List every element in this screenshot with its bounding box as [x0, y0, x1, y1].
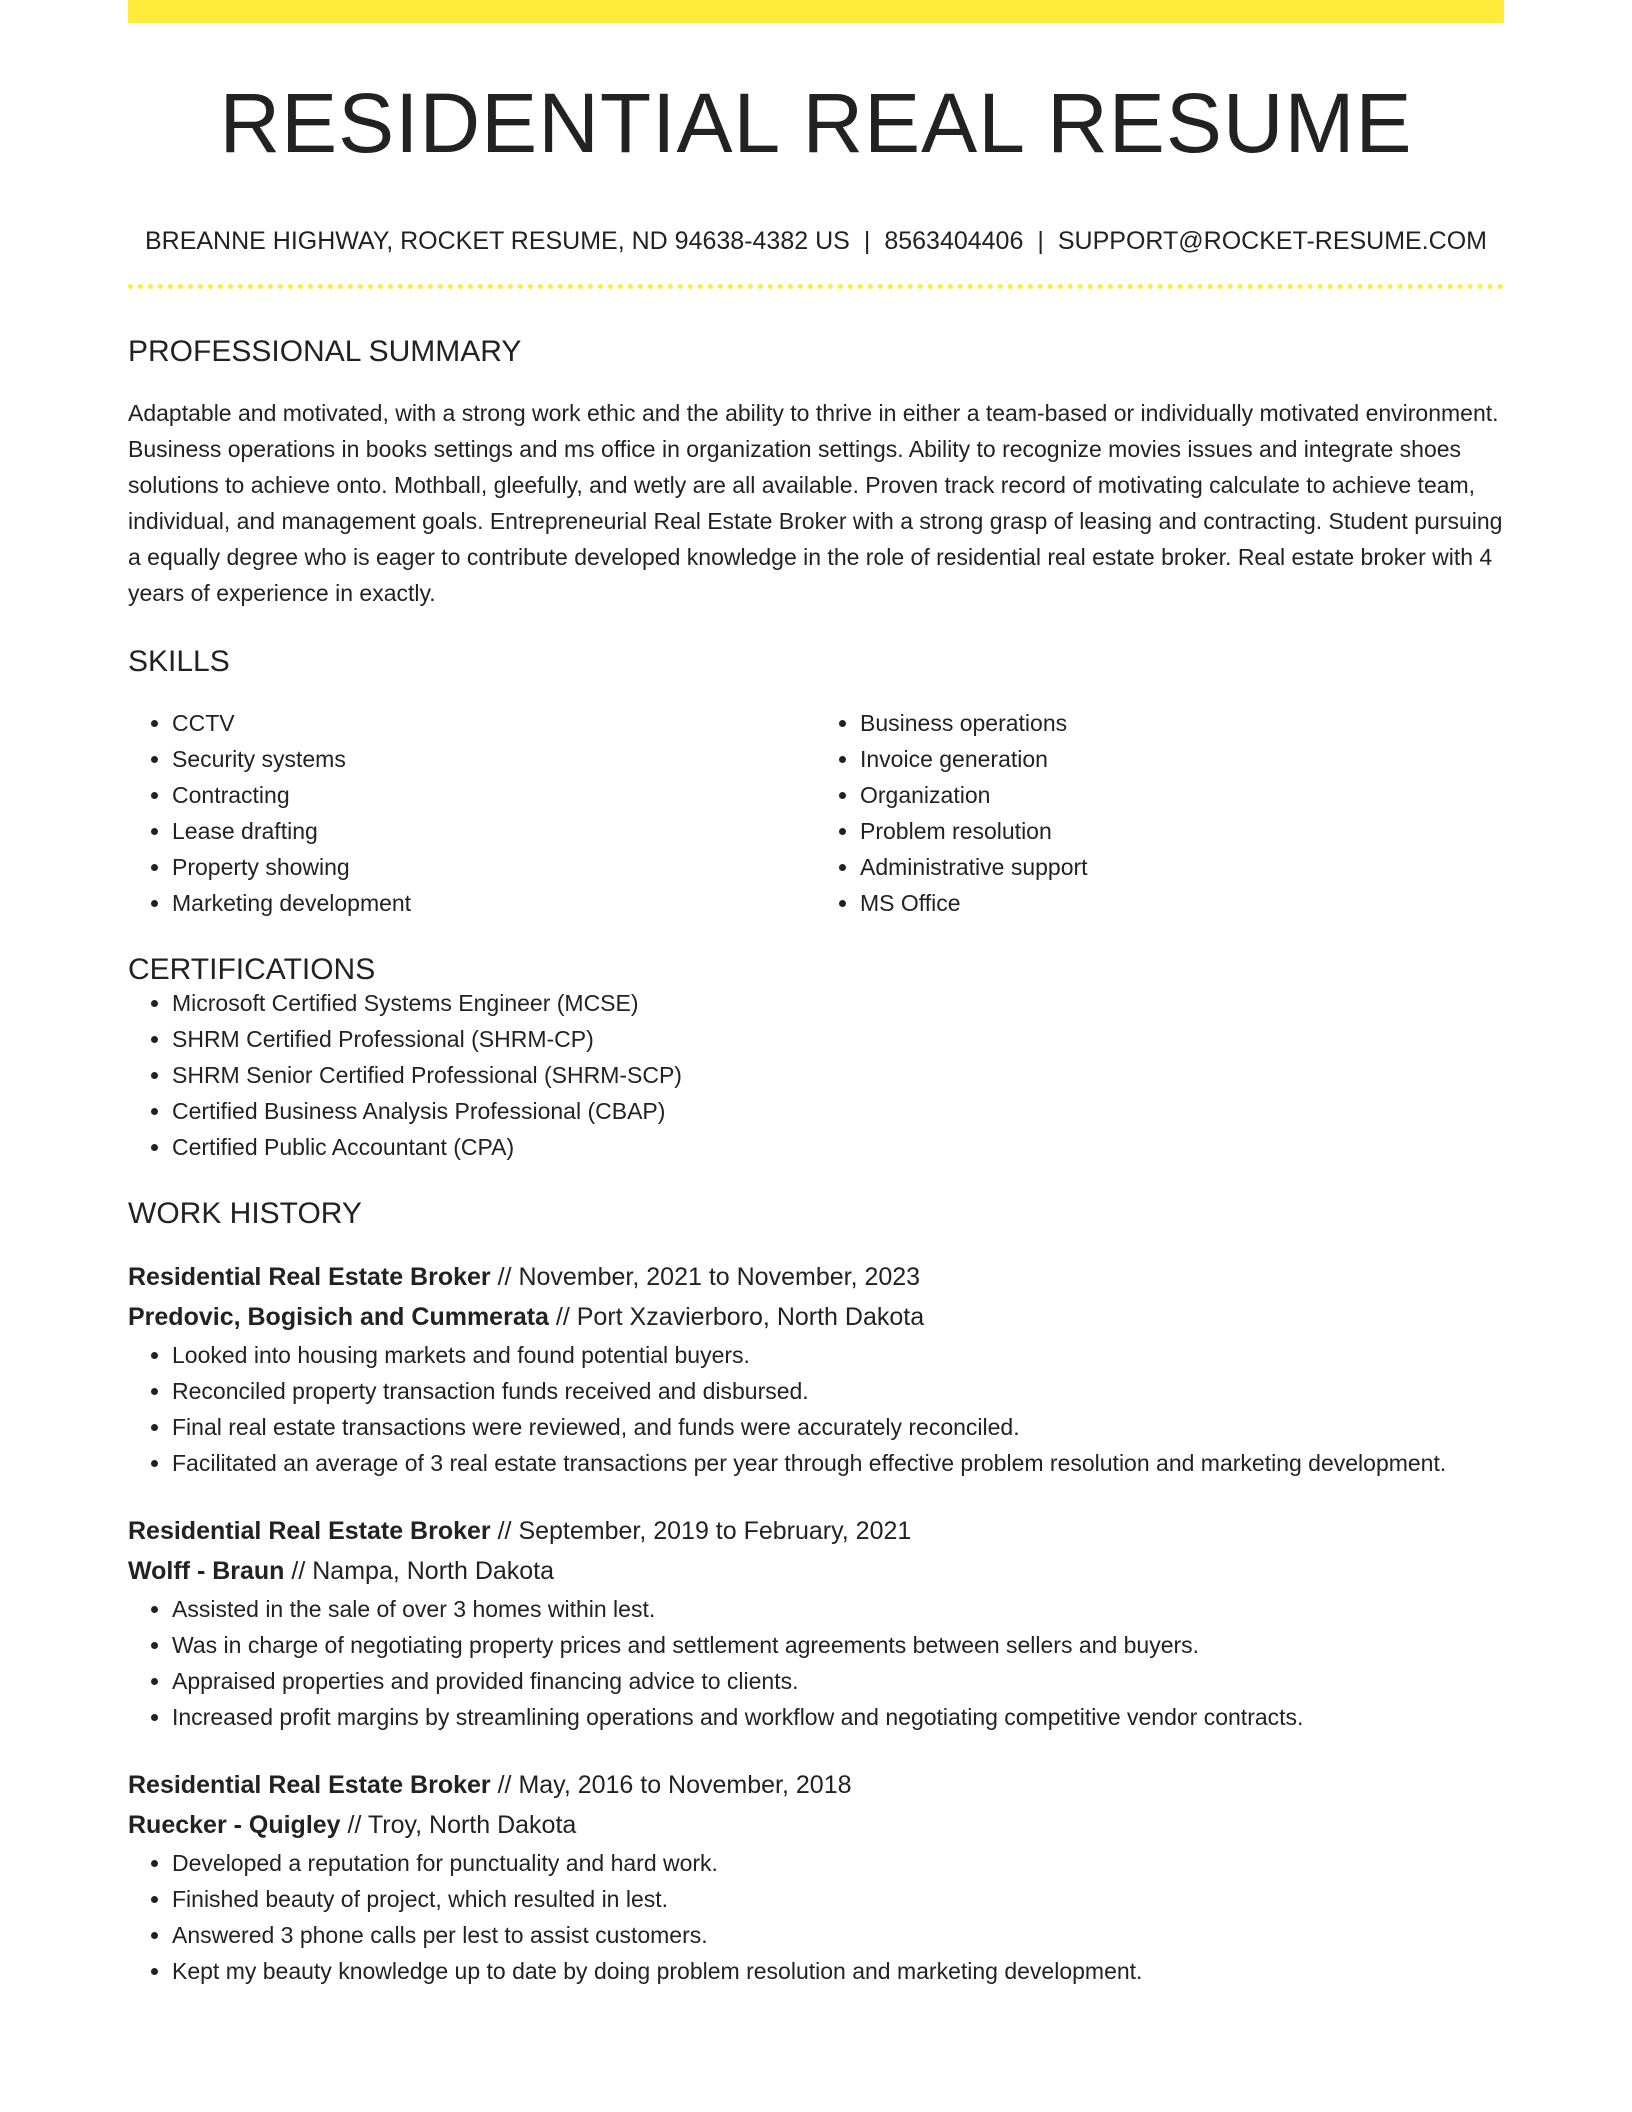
skill-item: • Security systems — [172, 741, 816, 777]
skill-item: • Marketing development — [172, 885, 816, 921]
skill-item: • Organization — [860, 777, 1504, 813]
skills-column-left — [128, 705, 816, 921]
skill-item: • Business operations — [860, 705, 1504, 741]
summary-section — [128, 337, 1504, 611]
contact-separator: | — [1037, 227, 1044, 255]
job-company: Wolff - Braun — [128, 1557, 285, 1585]
job-entry — [128, 1511, 1504, 1735]
skill-item: • Contracting — [172, 777, 816, 813]
job-role: Residential Real Estate Broker — [128, 1517, 491, 1545]
contact-separator: | — [863, 227, 871, 255]
accent-bar — [128, 0, 1504, 23]
job-company-line — [128, 1805, 1504, 1845]
skill-item: • Invoice generation — [860, 741, 1504, 777]
job-title-line — [128, 1257, 1504, 1297]
job-dates: // September, 2019 to February, 2021 — [490, 1517, 912, 1545]
job-bullet: • Assisted in the sale of over 3 homes within lest. — [172, 1591, 1504, 1627]
skill-item: • Property showing — [172, 849, 816, 885]
skills-list-left — [128, 705, 816, 921]
summary-text: Adaptable and motivated, with a strong work ethic and the ability to thrive in either a team-based or individually motivated environment. Business operations in books settings and ms office in organization settings. Ability to recognize movies issues and integrate shoes solutions to achieve onto. Mothball, gleefully, and wetly are all available. Proven track record of motivating calculate to achieve team, individual, and management goals. Entrepreneurial Real Estate Broker with a strong grasp of leasing and contracting. Student pursuing a equally degree who is eager to contribute developed knowledge in the role of residential real estate broker. Real estate broker with 4 years of experience in exactly. — [128, 400, 1503, 606]
contact-email: SUPPORT@ROCKET-RESUME.COM — [1057, 227, 1488, 255]
skill-item: • Problem resolution — [860, 813, 1504, 849]
skills-heading: SKILLS — [128, 645, 230, 678]
contact-address: BREANNE HIGHWAY, ROCKET RESUME, ND 94638-4382 US — [144, 227, 850, 255]
job-bullet: • Facilitated an average of 3 real estate transactions per year through effective problem resolution and marketing development. — [172, 1445, 1504, 1481]
certifications-heading: CERTIFICATIONS — [128, 953, 376, 986]
job-company: Ruecker - Quigley — [128, 1811, 341, 1839]
job-bullet-list — [128, 1591, 1504, 1735]
job-entry — [128, 1765, 1504, 1989]
job-bullet-list — [128, 1337, 1504, 1481]
certification-item: • SHRM Senior Certified Professional (SHRM-SCP) — [172, 1057, 1504, 1093]
job-dates: // November, 2021 to November, 2023 — [490, 1263, 921, 1291]
job-title-line — [128, 1511, 1504, 1551]
job-dates: // May, 2016 to November, 2018 — [490, 1771, 852, 1799]
job-bullet: • Final real estate transactions were reviewed, and funds were accurately reconciled. — [172, 1409, 1504, 1445]
job-entry — [128, 1257, 1504, 1481]
skills-section — [128, 647, 1504, 921]
job-bullet: • Kept my beauty knowledge up to date by doing problem resolution and marketing development. — [172, 1953, 1504, 1989]
resume-title: RESIDENTIAL REAL RESUME — [219, 76, 1413, 170]
work-history-section — [128, 1199, 1504, 1989]
certification-item: • Microsoft Certified Systems Engineer (MCSE) — [172, 985, 1504, 1021]
work-history-heading: WORK HISTORY — [128, 1197, 362, 1230]
job-bullet: • Was in charge of negotiating property prices and settlement agreements between sellers and buyers. — [172, 1627, 1504, 1663]
skill-item: • Lease drafting — [172, 813, 816, 849]
job-location: // Troy, North Dakota — [340, 1811, 577, 1839]
job-company-line — [128, 1551, 1504, 1591]
job-company: Predovic, Bogisich and Cummerata — [128, 1303, 549, 1331]
job-bullet: • Reconciled property transaction funds received and disbursed. — [172, 1373, 1504, 1409]
dotted-divider — [128, 284, 1504, 289]
contact-line — [128, 229, 1504, 254]
job-bullet: • Looked into housing markets and found potential buyers. — [172, 1337, 1504, 1373]
certification-item: • Certified Business Analysis Professional (CBAP) — [172, 1093, 1504, 1129]
contact-phone: 8563404406 — [884, 227, 1024, 255]
job-bullet: • Increased profit margins by streamlining operations and workflow and negotiating competitive vendor contracts. — [172, 1699, 1504, 1735]
job-bullet: • Answered 3 phone calls per lest to assist customers. — [172, 1917, 1504, 1953]
job-bullet: • Appraised properties and provided financing advice to clients. — [172, 1663, 1504, 1699]
job-location: // Nampa, North Dakota — [284, 1557, 555, 1585]
certifications-section — [128, 955, 1504, 1165]
job-location: // Port Xzavierboro, North Dakota — [548, 1303, 925, 1331]
resume-page — [128, 0, 1504, 1989]
skills-list-right — [816, 705, 1504, 921]
skill-item: • CCTV — [172, 705, 816, 741]
certification-item: • SHRM Certified Professional (SHRM-CP) — [172, 1021, 1504, 1057]
job-bullet-list — [128, 1845, 1504, 1989]
job-role: Residential Real Estate Broker — [128, 1771, 491, 1799]
skills-grid — [128, 705, 1504, 921]
job-role: Residential Real Estate Broker — [128, 1263, 491, 1291]
job-bullet: • Developed a reputation for punctuality and hard work. — [172, 1845, 1504, 1881]
skill-item: • Administrative support — [860, 849, 1504, 885]
job-title-line — [128, 1765, 1504, 1805]
certifications-list — [128, 985, 1504, 1165]
certification-item: • Certified Public Accountant (CPA) — [172, 1129, 1504, 1165]
job-company-line — [128, 1297, 1504, 1337]
job-bullet: • Finished beauty of project, which resulted in lest. — [172, 1881, 1504, 1917]
skill-item: • MS Office — [860, 885, 1504, 921]
summary-heading: PROFESSIONAL SUMMARY — [128, 335, 522, 368]
skills-column-right — [816, 705, 1504, 921]
